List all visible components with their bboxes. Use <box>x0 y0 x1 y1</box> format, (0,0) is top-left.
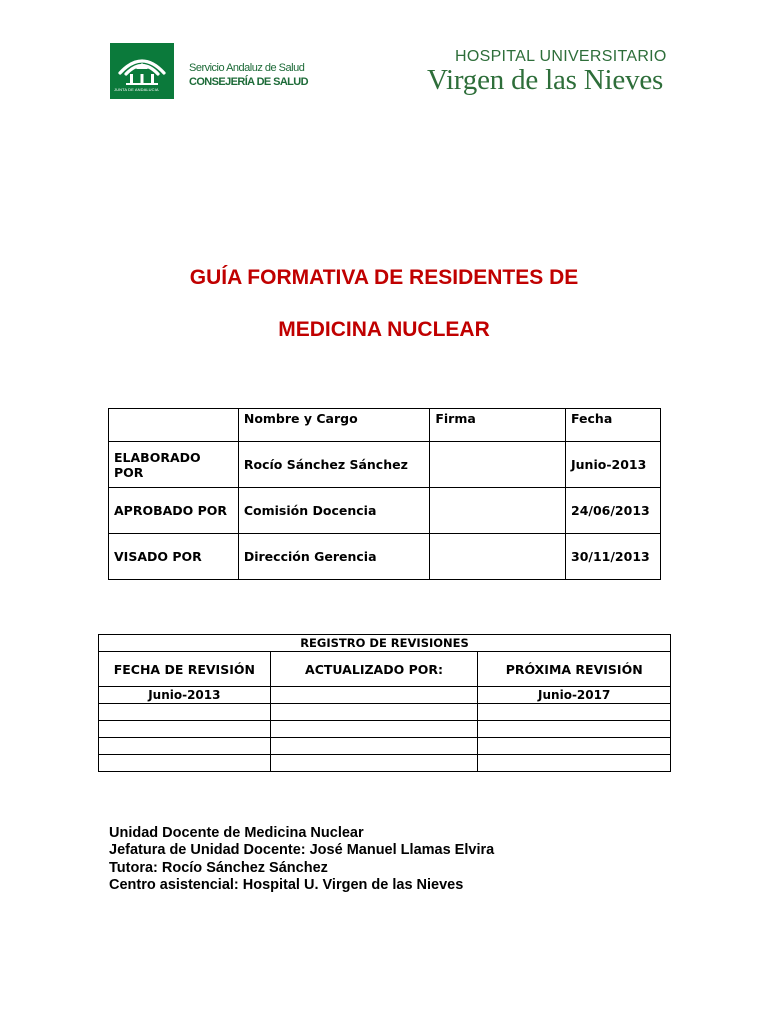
approval-date: 24/06/2013 <box>566 488 661 534</box>
revisions-header-date: FECHA DE REVISIÓN <box>99 652 271 687</box>
approval-name: Rocío Sánchez Sánchez <box>238 442 430 488</box>
revisions-row <box>99 738 671 755</box>
hospital-logo <box>425 46 665 102</box>
revision-date <box>99 755 271 772</box>
approval-signature <box>430 442 566 488</box>
revision-date <box>99 721 271 738</box>
approval-row <box>109 442 661 488</box>
approval-name: Dirección Gerencia <box>238 534 430 580</box>
approval-name: Comisión Docencia <box>238 488 430 534</box>
revision-next: Junio-2017 <box>478 687 671 704</box>
approval-header-date: Fecha <box>566 409 661 442</box>
revisions-title-row <box>99 635 671 652</box>
unit-info <box>109 825 494 894</box>
approval-role: VISADO POR <box>109 534 239 580</box>
approval-date: 30/11/2013 <box>566 534 661 580</box>
unit-tutor: Tutora: Rocío Sánchez Sánchez <box>109 859 328 876</box>
revisions-header-row <box>99 652 671 687</box>
revision-date <box>99 738 271 755</box>
revisions-row <box>99 687 671 704</box>
unit-head: Jefatura de Unidad Docente: José Manuel Llamas Elvira <box>109 842 495 859</box>
revision-date <box>99 704 271 721</box>
revisions-title: REGISTRO DE REVISIONES <box>99 635 671 652</box>
approval-header-empty <box>109 409 239 442</box>
approval-header-row <box>109 409 661 442</box>
emblem-caption: JUNTA DE ANDALUCIA <box>114 87 159 92</box>
approval-signature <box>430 534 566 580</box>
approval-row <box>109 534 661 580</box>
revision-updated-by <box>270 704 478 721</box>
revision-date: Junio-2013 <box>99 687 271 704</box>
hospital-logo-line1: HOSPITAL UNIVERSITARIO <box>455 48 667 65</box>
approval-header-signature: Firma <box>430 409 566 442</box>
revision-updated-by <box>270 755 478 772</box>
revision-next <box>478 738 671 755</box>
revisions-row <box>99 704 671 721</box>
junta-de-andalucia-emblem-icon <box>110 43 174 99</box>
approval-signature <box>430 488 566 534</box>
approval-date: Junio-2013 <box>566 442 661 488</box>
unit-name: Unidad Docente de Medicina Nuclear <box>109 825 364 841</box>
logo-left-line1: Servicio Andaluz de Salud <box>189 62 305 74</box>
document-title-line2: MEDICINA NUCLEAR <box>278 318 490 341</box>
junta-andalucia-logo <box>110 43 308 100</box>
revision-next <box>478 704 671 721</box>
approval-role: APROBADO POR <box>109 488 239 534</box>
revisions-table <box>98 634 671 772</box>
logo-left-line2: CONSEJERÍA DE SALUD <box>189 76 308 88</box>
revisions-header-next: PRÓXIMA REVISIÓN <box>478 652 671 687</box>
unit-center: Centro asistencial: Hospital U. Virgen de las Nieves <box>109 876 464 893</box>
revision-updated-by <box>270 721 478 738</box>
revision-updated-by <box>270 738 478 755</box>
revision-updated-by <box>270 687 478 704</box>
document-title-line1: GUÍA FORMATIVA DE RESIDENTES DE <box>189 266 579 289</box>
approval-header-name: Nombre y Cargo <box>238 409 430 442</box>
revisions-header-updated-by: ACTUALIZADO POR: <box>270 652 478 687</box>
approval-role: ELABORADO POR <box>109 442 239 488</box>
revisions-row <box>99 755 671 772</box>
approval-row <box>109 488 661 534</box>
revisions-row <box>99 721 671 738</box>
hospital-logo-line2: Virgen de las Nieves <box>427 64 664 96</box>
revision-next <box>478 721 671 738</box>
revision-next <box>478 755 671 772</box>
approval-table <box>108 408 661 580</box>
